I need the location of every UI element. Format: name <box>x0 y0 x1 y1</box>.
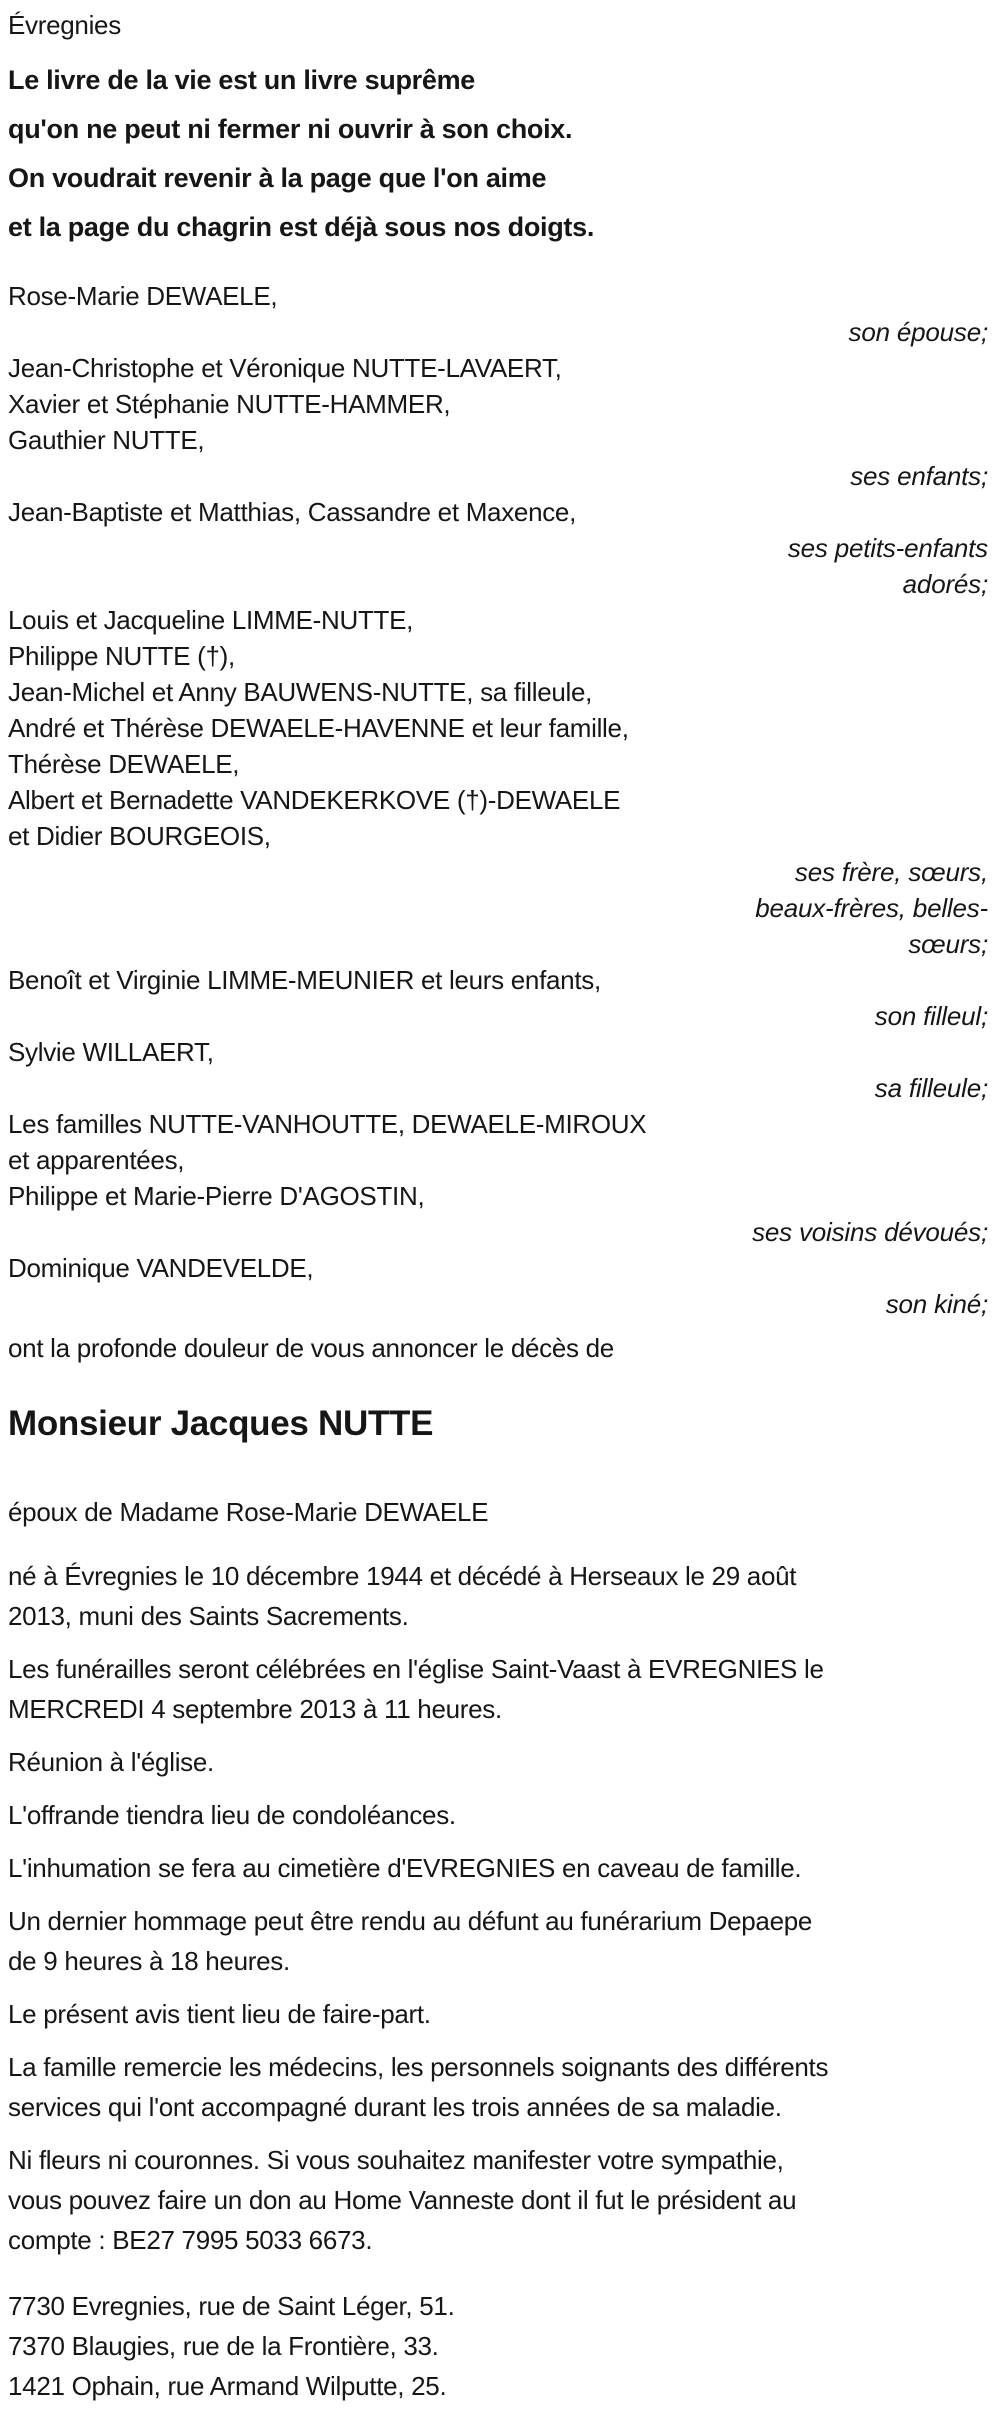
family-name-line: Jean-Baptiste et Matthias, Cassandre et Maxence, <box>8 497 577 527</box>
paragraph-birth-death <box>8 1556 988 1636</box>
family-name-line: André et Thérèse DEWAELE-HAVENNE et leur famille, <box>8 713 629 743</box>
address-line: 1421 Ophain, rue Armand Wilputte, 25. <box>8 2371 447 2401</box>
paragraph-funeral <box>8 1649 988 1729</box>
notice-body <box>8 1556 988 2260</box>
family-entry-children <box>8 350 988 494</box>
deceased-name-heading: Monsieur Jacques NUTTE <box>8 1404 434 1443</box>
relation-label: ses voisins dévoués; <box>752 1217 988 1247</box>
relation-label: son épouse; <box>848 317 988 347</box>
family-name-line: Jean-Christophe et Véronique NUTTE-LAVAERT, <box>8 353 562 383</box>
paragraph-last-homage <box>8 1901 988 1981</box>
poem-line: Le livre de la vie est un livre suprême <box>8 65 476 95</box>
epitaph-poem <box>8 56 988 252</box>
family-name-line: Jean-Michel et Anny BAUWENS-NUTTE, sa filleule, <box>8 677 593 707</box>
family-entry-grandchildren <box>8 494 988 602</box>
poem-line: et la page du chagrin est déjà sous nos doigts. <box>8 212 595 242</box>
family-list <box>8 278 988 1322</box>
place-name: Évregnies <box>8 10 121 40</box>
family-name-line: Xavier et Stéphanie NUTTE-HAMMER, <box>8 389 451 419</box>
family-name-line: Louis et Jacqueline LIMME-NUTTE, <box>8 605 414 635</box>
relation-label: ses frère, sœurs, <box>794 857 988 887</box>
paragraph-line: Ni fleurs ni couronnes. Si vous souhaitez manifester votre sympathie, <box>8 2145 784 2175</box>
paragraph-line: L'offrande tiendra lieu de condoléances. <box>8 1800 456 1830</box>
address-line: 7370 Blaugies, rue de la Frontière, 33. <box>8 2331 439 2361</box>
family-name-line: Philippe et Marie-Pierre D'AGOSTIN, <box>8 1181 425 1211</box>
family-name-line: et apparentées, <box>8 1145 185 1175</box>
address-line: 7730 Evregnies, rue de Saint Léger, 51. <box>8 2291 455 2321</box>
family-entry-godson <box>8 962 988 1034</box>
family-name-line: Philippe NUTTE (†), <box>8 641 235 671</box>
paragraph-thanks <box>8 2047 988 2127</box>
family-entry-siblings <box>8 602 988 962</box>
paragraph-line: compte : BE27 7995 5033 6673. <box>8 2225 373 2255</box>
paragraph-reunion <box>8 1742 988 1782</box>
family-name-line: et Didier BOURGEOIS, <box>8 821 271 851</box>
paragraph-line: Réunion à l'église. <box>8 1747 214 1777</box>
paragraph-line: La famille remercie les médecins, les personnels soignants des différents <box>8 2052 829 2082</box>
relation-label: sœurs; <box>908 929 988 959</box>
relation-label: adorés; <box>902 569 988 599</box>
paragraph-faire-part <box>8 1994 988 2034</box>
paragraph-line: né à Évregnies le 10 décembre 1944 et décédé à Herseaux le 29 août <box>8 1561 797 1591</box>
family-name-line: Rose-Marie DEWAELE, <box>8 281 278 311</box>
relation-label: ses enfants; <box>850 461 988 491</box>
paragraph-line: L'inhumation se fera au cimetière d'EVREGNIES en caveau de famille. <box>8 1853 802 1883</box>
paragraph-line: Un dernier hommage peut être rendu au défunt au funérarium Depaepe <box>8 1906 813 1936</box>
relation-label: son kiné; <box>885 1289 988 1319</box>
family-entry-physio <box>8 1250 988 1322</box>
paragraph-line: Le présent avis tient lieu de faire-part. <box>8 1999 431 2029</box>
family-name-line: Dominique VANDEVELDE, <box>8 1253 314 1283</box>
family-name-line: Benoît et Virginie LIMME-MEUNIER et leurs enfants, <box>8 965 601 995</box>
paragraph-burial <box>8 1848 988 1888</box>
address-list <box>8 2286 988 2406</box>
paragraph-offering <box>8 1795 988 1835</box>
paragraph-line: MERCREDI 4 septembre 2013 à 11 heures. <box>8 1694 502 1724</box>
paragraph-line: vous pouvez faire un don au Home Vanneste dont il fut le président au <box>8 2185 797 2215</box>
family-name-line: Thérèse DEWAELE, <box>8 749 240 779</box>
family-entry-spouse <box>8 278 988 350</box>
paragraph-donations <box>8 2140 988 2260</box>
relation-label: son filleul; <box>874 1001 988 1031</box>
family-name-line: Albert et Bernadette VANDEKERKOVE (†)-DEWAELE <box>8 785 621 815</box>
announcement-line: ont la profonde douleur de vous annoncer le décès de <box>8 1333 614 1363</box>
family-name-line: Gauthier NUTTE, <box>8 425 205 455</box>
relation-label: sa filleule; <box>874 1073 988 1103</box>
paragraph-line: Les funérailles seront célébrées en l'église Saint-Vaast à EVREGNIES le <box>8 1654 824 1684</box>
relation-label: ses petits-enfants <box>787 533 988 563</box>
spouse-line: époux de Madame Rose-Marie DEWAELE <box>8 1497 489 1527</box>
poem-line: qu'on ne peut ni fermer ni ouvrir à son choix. <box>8 114 573 144</box>
family-entry-goddaughter <box>8 1034 988 1106</box>
paragraph-line: 2013, muni des Saints Sacrements. <box>8 1601 409 1631</box>
relation-label: beaux-frères, belles- <box>755 893 988 923</box>
poem-line: On voudrait revenir à la page que l'on aime <box>8 163 547 193</box>
paragraph-line: services qui l'ont accompagné durant les trois années de sa maladie. <box>8 2092 782 2122</box>
family-name-line: Sylvie WILLAERT, <box>8 1037 214 1067</box>
family-name-line: Les familles NUTTE-VANHOUTTE, DEWAELE-MIROUX <box>8 1109 647 1139</box>
paragraph-line: de 9 heures à 18 heures. <box>8 1946 290 1976</box>
family-entry-neighbours <box>8 1106 988 1250</box>
